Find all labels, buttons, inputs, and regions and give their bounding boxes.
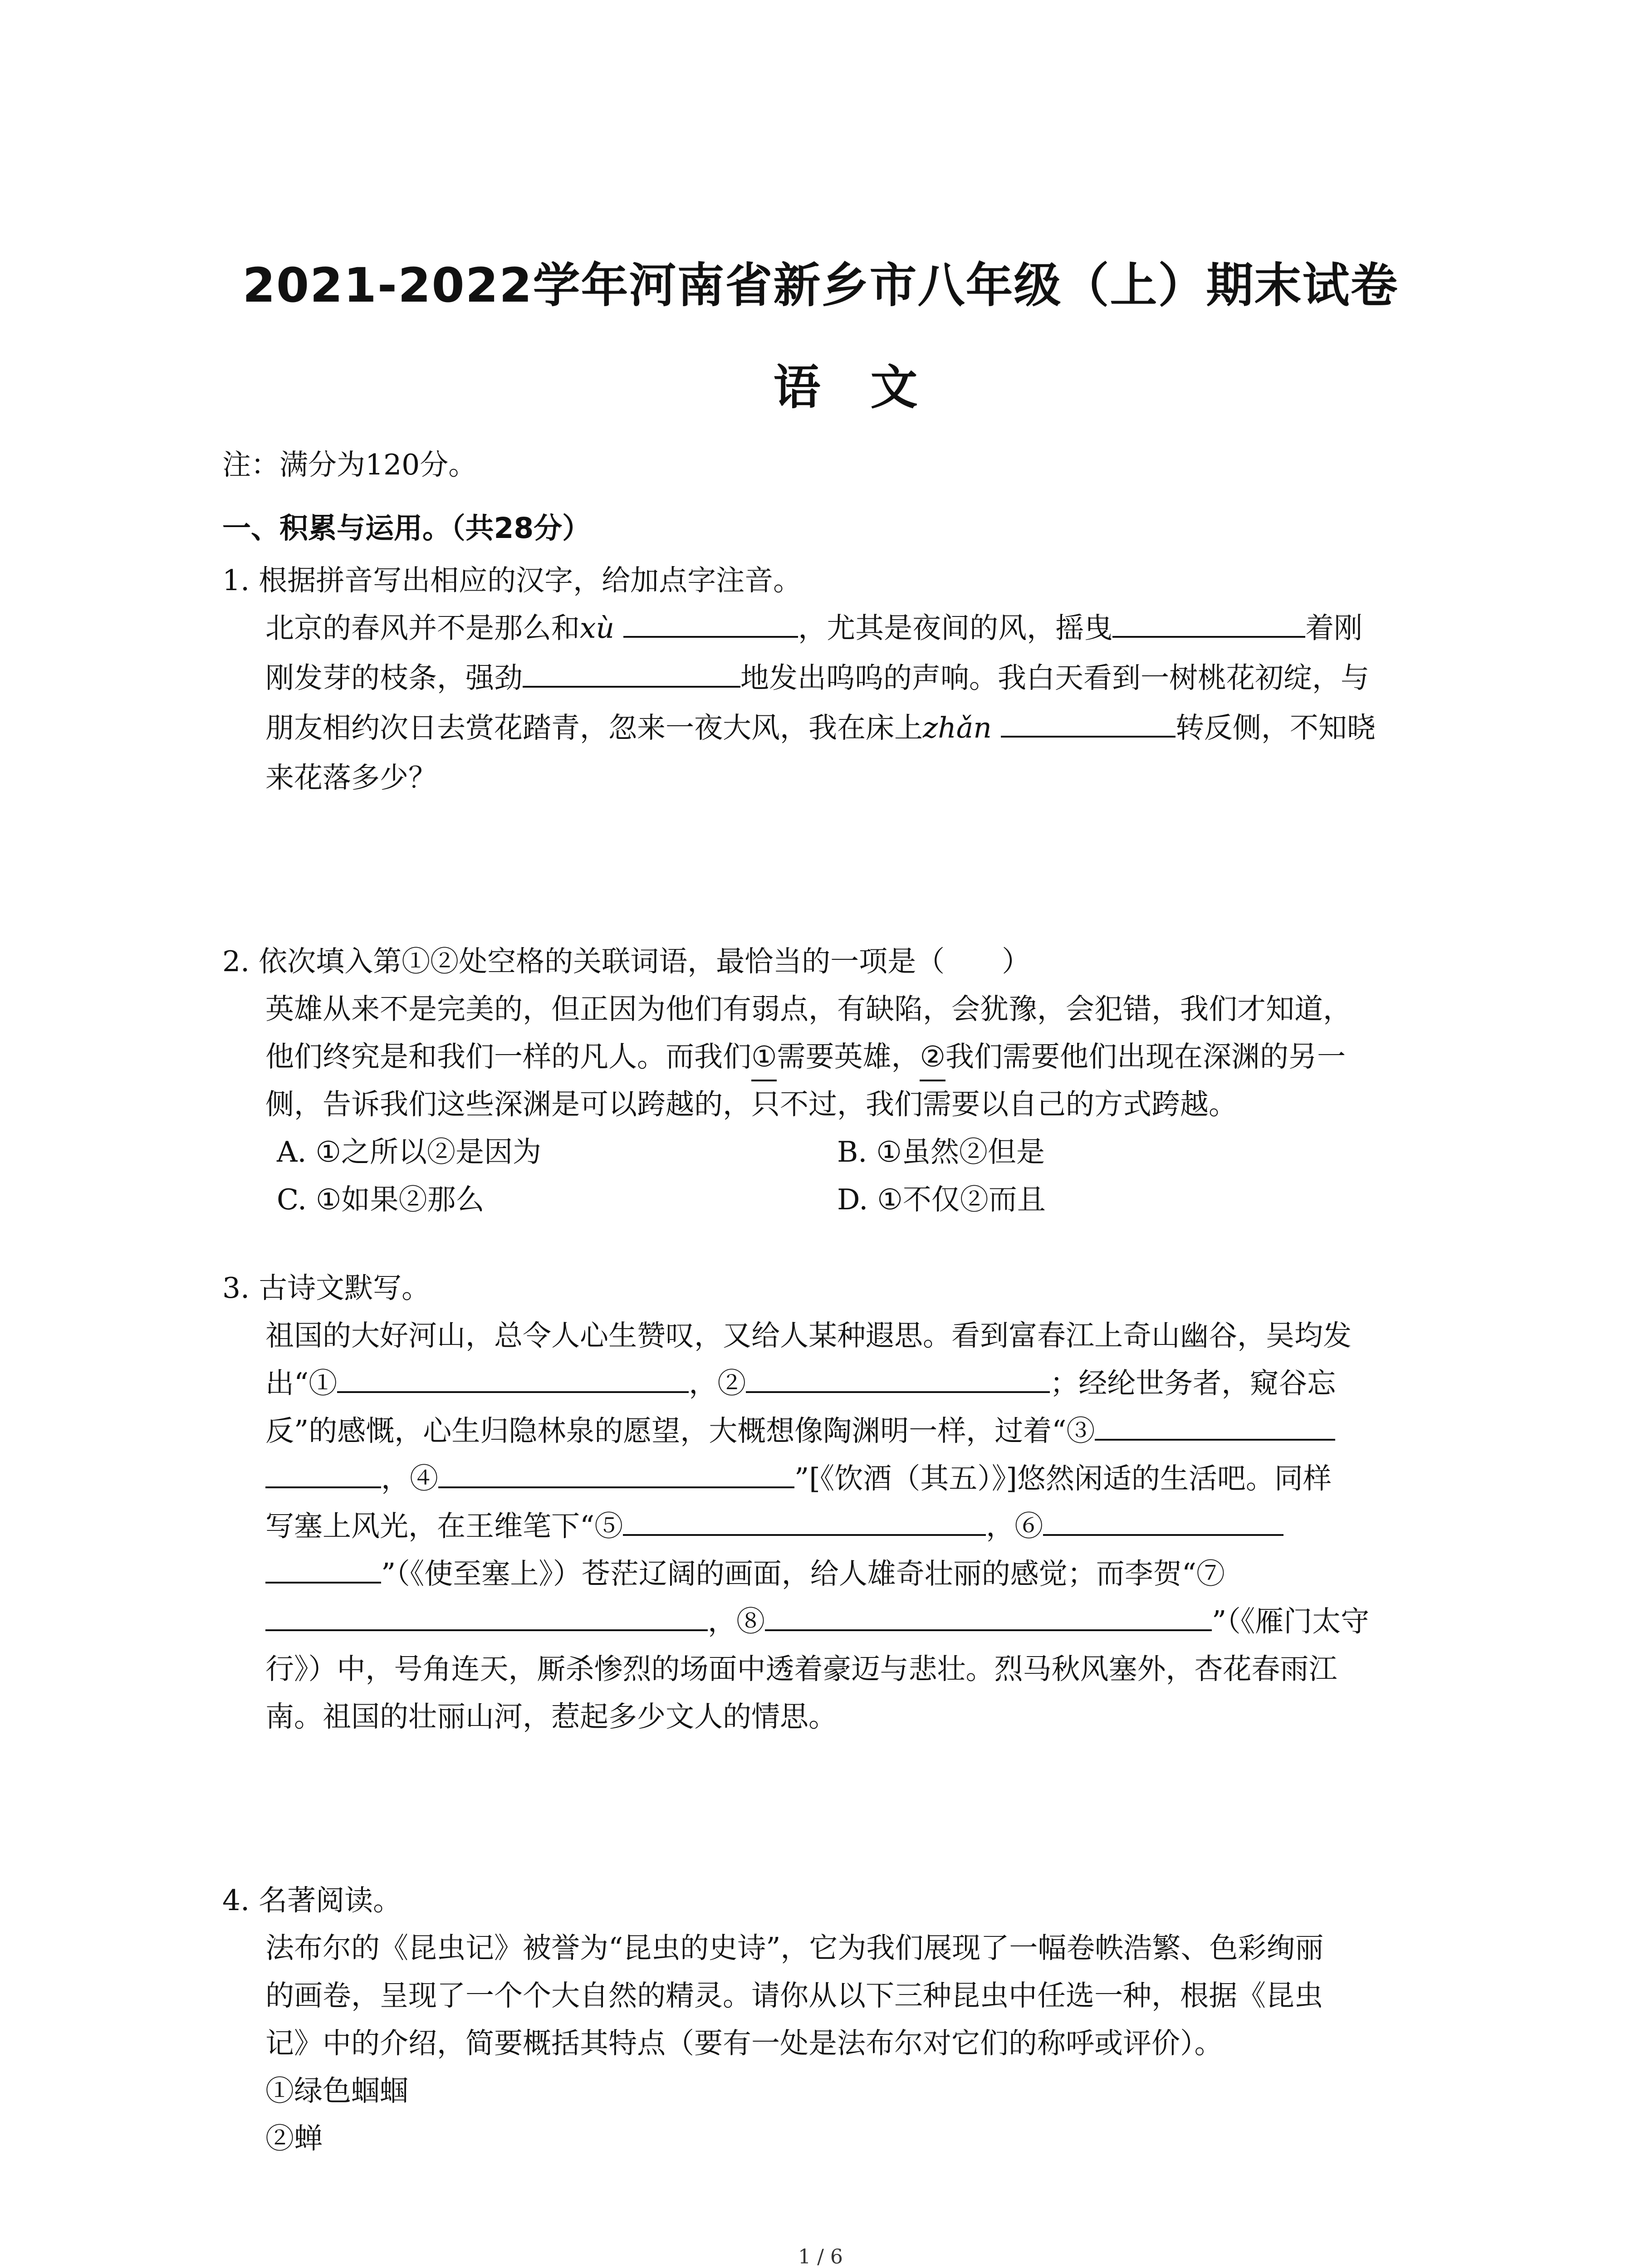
q3-line-2: 出“① ，② ；经纶世务者，窥谷忘: [265, 1361, 1336, 1406]
answer-blank[interactable]: [746, 1361, 1050, 1393]
q3-line-4: ，④ ”[《饮酒（其五）》]悠然闲适的生活吧。同样: [265, 1456, 1332, 1501]
q1-line-4: 来花落多少？: [265, 761, 437, 794]
q2-stem: 2. 依次填入第①②处空格的关联词语，最恰当的一项是（ ）: [222, 945, 1031, 978]
page-title: 2021-2022学年河南省新乡市八年级（上）期末试卷: [242, 258, 1399, 313]
q1-line-1: 北京的春风并不是那么和xù ，尤其是夜间的风，摇曳 着刚: [265, 606, 1362, 651]
q3-line-3: 反”的感慨，心生归隐林泉的愿望，大概想像陶渊明一样，过着“③: [265, 1408, 1335, 1454]
q3-line-6: ”（《使至塞上》）苍茫辽阔的画面，给人雄奇壮丽的感觉；而李贺“⑦: [265, 1551, 1225, 1597]
answer-blank[interactable]: [1001, 706, 1176, 738]
answer-blank[interactable]: [337, 1361, 689, 1393]
q3-line-7: ，⑧ ”（《雁门太守: [265, 1599, 1369, 1644]
answer-blank[interactable]: [1095, 1409, 1335, 1441]
answer-blank[interactable]: [438, 1457, 794, 1488]
option-c[interactable]: C. ①如果②那么: [277, 1183, 485, 1216]
q4-line-1: 法布尔的《昆虫记》被誉为“昆虫的史诗”，它为我们展现了一幅卷帙浩繁、色彩绚丽: [265, 1931, 1324, 1965]
q3-line-1: 祖国的大好河山，总令人心生赞叹，又给人某种遐思。看到富春江上奇山幽谷，吴均发: [265, 1319, 1352, 1352]
q4-stem: 4. 名著阅读。: [222, 1884, 402, 1917]
page-number: 1 / 6: [798, 2245, 843, 2268]
q4-line-2: 的画卷，呈现了一个个大自然的精灵。请你从以下三种昆虫中任选一种，根据《昆虫: [265, 1979, 1323, 2012]
marker-2: ②: [920, 1034, 945, 1081]
answer-blank[interactable]: [523, 656, 740, 688]
pinyin-zhan: zhǎn: [923, 711, 992, 744]
score-note: 注：满分为120分。: [222, 448, 477, 481]
q1-stem: 1. 根据拼音写出相应的汉字，给加点字注音。: [222, 564, 802, 597]
section-heading: 一、积累与运用。（共28分）: [222, 512, 591, 545]
answer-blank[interactable]: [1043, 1504, 1283, 1536]
q1-line-3: 朋友相约次日去赏花踏青，忽来一夜大风，我在床上zhǎn 转反侧，不知晓: [265, 705, 1376, 751]
answer-blank[interactable]: [765, 1599, 1212, 1631]
option-b[interactable]: B. ①虽然②但是: [837, 1135, 1045, 1168]
answer-blank[interactable]: [1112, 606, 1305, 638]
option-d[interactable]: D. ①不仅②而且: [837, 1183, 1046, 1216]
q4-line-3: 记》中的介绍，简要概括其特点（要有一处是法布尔对它们的称呼或评价）。: [265, 2027, 1223, 2060]
q3-line-5: 写塞上风光，在王维笔下“⑤ ，⑥: [265, 1504, 1283, 1549]
q3-line-9: 南。祖国的壮丽山河，惹起多少文人的情思。: [265, 1700, 837, 1733]
q3-stem: 3. 古诗文默写。: [222, 1271, 431, 1305]
q1-line-2: 刚发芽的枝条，强劲 地发出呜呜的声响。我白天看到一树桃花初绽，与: [265, 655, 1369, 701]
option-a[interactable]: A. ①之所以②是因为: [277, 1135, 542, 1168]
marker-1: ①: [751, 1034, 777, 1081]
answer-blank[interactable]: [623, 1504, 986, 1536]
answer-blank[interactable]: [265, 1599, 708, 1631]
answer-blank[interactable]: [265, 1552, 381, 1584]
q2-passage-2: 他们终究是和我们一样的凡人。而我们①需要英雄，②我们需要他们出现在深渊的另一: [265, 1034, 1346, 1081]
answer-blank[interactable]: [623, 606, 798, 638]
subject-title: 语文: [773, 360, 968, 415]
q2-passage-1: 英雄从来不是完美的，但正因为他们有弱点，有缺陷，会犹豫，会犯错，我们才知道，: [265, 992, 1352, 1026]
q4-option-2: ②蝉: [265, 2122, 323, 2155]
q2-passage-3: 侧，告诉我们这些深渊是可以跨越的，只不过，我们需要以自己的方式跨越。: [265, 1088, 1237, 1121]
q4-option-1: ①绿色蝈蝈: [265, 2074, 408, 2107]
q3-line-8: 行》）中，号角连天，厮杀惨烈的场面中透着豪迈与悲壮。烈马秋风塞外，杏花春雨江: [265, 1652, 1337, 1686]
answer-blank[interactable]: [265, 1457, 381, 1488]
pinyin-xu: xù: [580, 611, 615, 645]
